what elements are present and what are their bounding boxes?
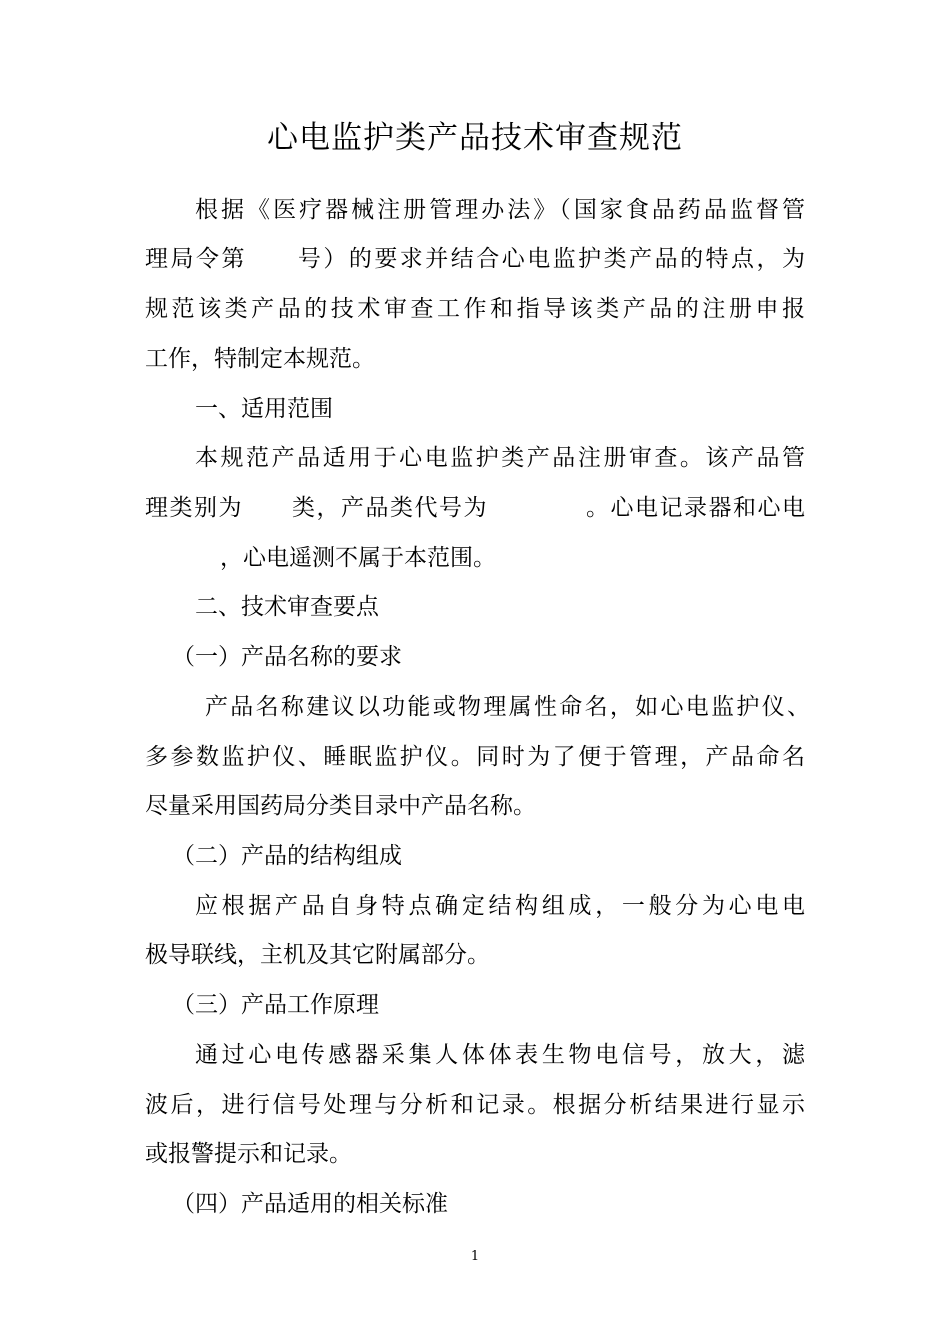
subsection-heading: （三）产品工作原理 bbox=[172, 992, 379, 1018]
subsection-heading: （二）产品的结构组成 bbox=[172, 843, 402, 869]
paragraph-line: 工作，特制定本规范。 bbox=[145, 346, 375, 372]
paragraph-line: 多参数监护仪、睡眠监护仪。同时为了便于管理，产品命名 bbox=[145, 744, 805, 770]
subsection-heading: （一）产品名称的要求 bbox=[172, 644, 402, 670]
paragraph-line: 极导联线，主机及其它附属部分。 bbox=[145, 942, 490, 968]
paragraph-line: 或报警提示和记录。 bbox=[145, 1141, 352, 1167]
paragraph-line: 通过心电传感器采集人体体表生物电信号，放大，滤 bbox=[195, 1042, 805, 1068]
paragraph-line: 尽量采用国药局分类目录中产品名称。 bbox=[145, 793, 536, 819]
paragraph-line: 理局令第 号）的要求并结合心电监护类产品的特点，为 bbox=[145, 246, 805, 272]
paragraph-line: 产品名称建议以功能或物理属性命名，如心电监护仪、 bbox=[205, 694, 810, 720]
subsection-heading: （四）产品适用的相关标准 bbox=[172, 1191, 448, 1217]
paragraph-line: 本规范产品适用于心电监护类产品注册审查。该产品管 bbox=[195, 445, 805, 471]
paragraph-line: 波后，进行信号处理与分析和记录。根据分析结果进行显示 bbox=[145, 1092, 805, 1118]
paragraph-line: 理类别为 类，产品类代号为 。心电记录器和心电 bbox=[145, 495, 805, 521]
paragraph-line: ，心电遥测不属于本范围。 bbox=[220, 545, 496, 571]
document-title: 心电监护类产品技术审查规范 bbox=[267, 120, 683, 156]
section-heading: 二、技术审查要点 bbox=[195, 594, 379, 620]
section-heading: 一、适用范围 bbox=[195, 396, 333, 422]
paragraph-line: 规范该类产品的技术审查工作和指导该类产品的注册申报 bbox=[145, 296, 805, 322]
paragraph-line: 应根据产品自身特点确定结构组成，一般分为心电电 bbox=[195, 893, 805, 919]
paragraph-line: 根据《医疗器械注册管理办法》（国家食品药品监督管 bbox=[195, 197, 805, 223]
page-number: 1 bbox=[470, 1249, 480, 1264]
